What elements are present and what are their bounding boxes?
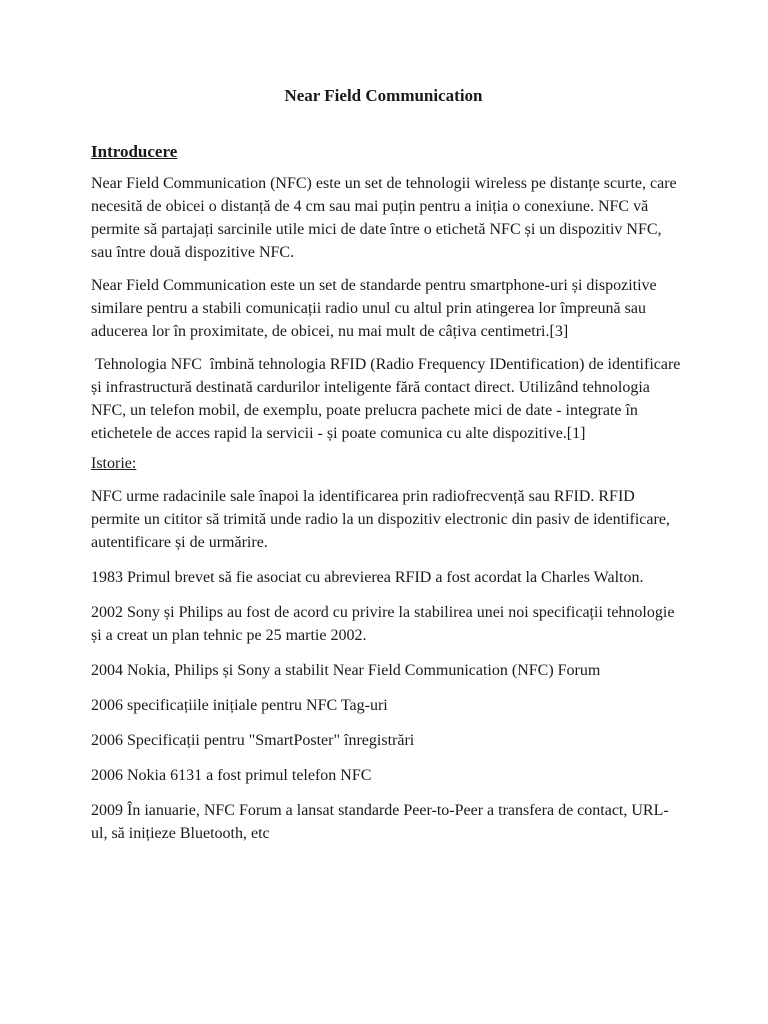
history-item-2006-tags: 2006 specificațiile inițiale pentru NFC Tag-uri [91, 697, 388, 714]
history-heading: Istorie: [91, 455, 137, 472]
history-item-2006-smartposter: 2006 Specificații pentru "SmartPoster" înregistrări [91, 732, 415, 749]
intro-heading: Introducere [91, 142, 178, 161]
history-intro: NFC urme radacinile sale înapoi la identificarea prin radiofrecvență sau RFID. RFID permite un cititor să trimită unde radio la un dispozitiv electronic din pasiv de identificare, autentificare și de urmărire. [91, 488, 670, 551]
history-item-2004: 2004 Nokia, Philips și Sony a stabilit Near Field Communication (NFC) Forum [91, 662, 601, 679]
intro-paragraph-3: Tehnologia NFC îmbină tehnologia RFID (Radio Frequency IDentification) de identificare și infrastructură destinată cardurilor inteligente fără contact direct. Utilizând tehnologia NFC, un telefon mobil, de exemplu, poate prelucra pachete mici de date - integrate în etichetele de acces rapid la servicii - și poate comunica cu alte dispozitive.[1] [91, 356, 685, 442]
history-item-1983: 1983 Primul brevet să fie asociat cu abrevierea RFID a fost acordat la Charles Walton. [91, 569, 644, 586]
intro-paragraph-1: Near Field Communication (NFC) este un set de tehnologii wireless pe distanțe scurte, care necesită de obicei o distanță de 4 cm sau mai puțin pentru a iniția o conexiune. NFC vă permite să partajați sarcinile utile mici de date între o etichetă NFC și un dispozitiv NFC, sau între două dispozitive NFC. [91, 175, 677, 261]
history-item-2002: 2002 Sony și Philips au fost de acord cu privire la stabilirea unei noi specificații tehnologie și a creat un plan tehnic pe 25 martie 2002. [91, 604, 675, 644]
history-item-2006-nokia: 2006 Nokia 6131 a fost primul telefon NFC [91, 767, 372, 784]
intro-paragraph-2: Near Field Communication este un set de standarde pentru smartphone-uri și dispozitive similare pentru a stabili comunicații radio unul cu altul prin atingerea lor împreună sau aducerea lor în proximitate, de obicei, nu mai mult de câțiva centimetri.[3] [91, 277, 657, 340]
history-item-2009: 2009 În ianuarie, NFC Forum a lansat standarde Peer-to-Peer a transfera de contact, URL-ul, să inițieze Bluetooth, etc [91, 802, 669, 842]
document-title: Near Field Communication [284, 86, 483, 105]
